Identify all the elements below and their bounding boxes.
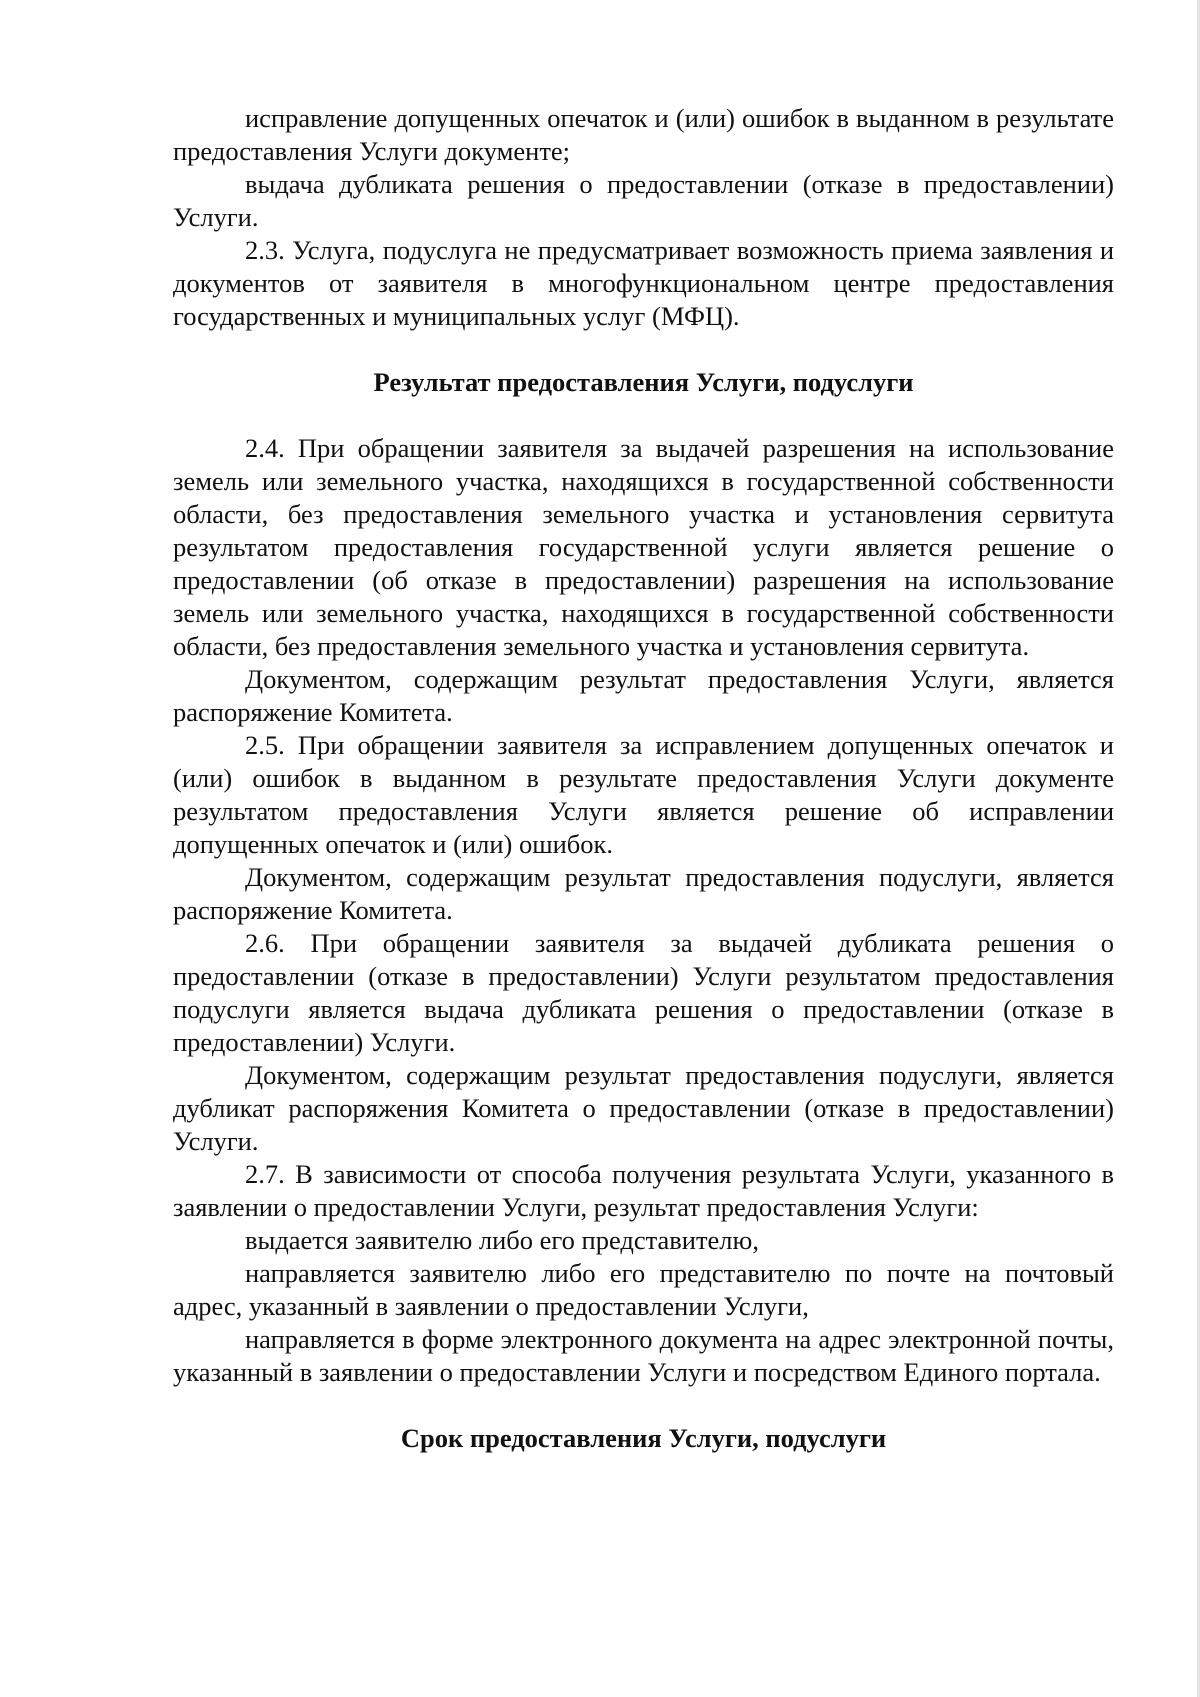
paragraph: Документом, содержащим результат предоставления Услуги, является распоряжение Комитета. xyxy=(173,664,1114,727)
paragraph: Документом, содержащим результат предоставления подуслуги, является дубликат распоряжения Комитета о предоставлении (отказе в предоставлении) Услуги. xyxy=(173,1060,1114,1156)
paragraph-2-4: 2.4. При обращении заявителя за выдачей разрешения на использование земель или земельного участка, находящихся в государственной собственности области, без предоставления земельного участка и установления сервитута результатом предоставления государственной услуги является решение о предоставлении (об отказе в предоставлении) разрешения на использование земель или земельного участка, находящихся в государственной собственности области, без предоставления земельного участка и установления сервитута. xyxy=(173,433,1114,661)
section-heading-result: Результат предоставления Услуги, подуслуги xyxy=(373,367,914,397)
paragraph-2-3: 2.3. Услуга, подуслуга не предусматривает возможность приема заявления и документов от заявителя в многофункциональном центре предоставления государственных и муниципальных услуг (МФЦ). xyxy=(173,235,1114,331)
paragraph: выдача дубликата решения о предоставлении (отказе в предоставлении) Услуги. xyxy=(173,169,1114,232)
document-body xyxy=(173,102,1114,1455)
paragraph-2-6: 2.6. При обращении заявителя за выдачей дубликата решения о предоставлении (отказе в предоставлении) Услуги результатом предоставления подуслуги является выдача дубликата решения о предоставлении (отказе в предоставлении) Услуги. xyxy=(173,928,1114,1057)
paragraph-2-7: 2.7. В зависимости от способа получения результата Услуги, указанного в заявлении о предоставлении Услуги, результат предоставления Услуги: xyxy=(173,1159,1114,1222)
list-item: направляется в форме электронного документа на адрес электронной почты, указанный в заявлении о предоставлении Услуги и посредством Единого портала. xyxy=(173,1324,1114,1387)
list-item: направляется заявителю либо его представителю по почте на почтовый адрес, указанный в заявлении о предоставлении Услуги, xyxy=(173,1258,1114,1321)
paragraph: Документом, содержащим результат предоставления подуслуги, является распоряжение Комитета. xyxy=(173,862,1114,925)
paragraph-2-5: 2.5. При обращении заявителя за исправлением допущенных опечаток и (или) ошибок в выданном в результате предоставления Услуги документе результатом предоставления Услуги является решение об исправлении допущенных опечаток и (или) ошибок. xyxy=(173,730,1114,859)
list-item: выдается заявителю либо его представителю, xyxy=(245,1225,759,1255)
section-heading-term: Срок предоставления Услуги, подуслуги xyxy=(400,1423,887,1453)
paragraph: исправление допущенных опечаток и (или) ошибок в выданном в результате предоставления Услуги документе; xyxy=(173,103,1114,166)
